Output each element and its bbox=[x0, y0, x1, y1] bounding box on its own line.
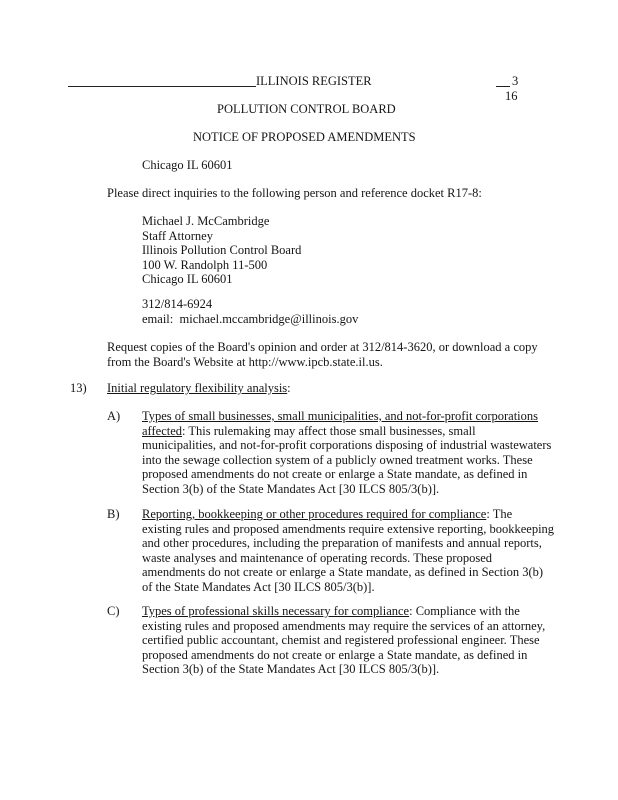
item-b-line: waste analyses and maintenance of operating records. These proposed bbox=[142, 550, 492, 565]
contact-organization: Illinois Pollution Control Board bbox=[142, 243, 302, 258]
contact-phone: 312/814-6924 bbox=[142, 296, 213, 311]
copies-line-1: Request copies of the Board's opinion and order at 312/814-3620, or download a copy bbox=[107, 340, 538, 354]
board-name: POLLUTION CONTROL BOARD bbox=[217, 102, 396, 116]
item-a-line2-rest: : This rulemaking may affect those small businesses, small bbox=[182, 423, 476, 438]
item-b-text bbox=[142, 507, 554, 595]
item-c-text bbox=[142, 604, 545, 677]
address-tail: Chicago IL 60601 bbox=[142, 158, 233, 172]
header-rule-left bbox=[68, 86, 256, 87]
header-rule-right bbox=[496, 86, 510, 87]
item-b-heading: Reporting, bookkeeping or other procedures required for compliance bbox=[142, 507, 487, 521]
contact-street: 100 W. Randolph 11-500 bbox=[142, 257, 268, 272]
item-c-heading-rest: : Compliance with the bbox=[409, 604, 520, 618]
item-b-line: amendments do not create or enlarge a State mandate, as defined in Section 3(b) bbox=[142, 565, 544, 580]
section-heading-colon: : bbox=[287, 381, 291, 395]
item-b-line: of the State Mandates Act [30 ILCS 805/3(b)]. bbox=[142, 579, 375, 594]
item-a-letter: A) bbox=[107, 409, 121, 423]
item-a-line: Section 3(b) of the State Mandates Act [30 ILCS 805/3(b)]. bbox=[142, 481, 440, 496]
item-a-heading-line2: affected bbox=[142, 423, 183, 438]
item-c-heading: Types of professional skills necessary for compliance bbox=[142, 604, 410, 618]
item-c-line: existing rules and proposed amendments may require the services of an attorney, bbox=[142, 618, 546, 633]
contact-block bbox=[142, 214, 358, 326]
contact-title: Staff Attorney bbox=[142, 228, 213, 243]
item-c-line: certified public accountant, chemist and registered professional engineer. These bbox=[142, 633, 540, 648]
volume-number: 16 bbox=[505, 89, 518, 103]
page-number: 3 bbox=[512, 74, 519, 88]
item-b-letter: B) bbox=[107, 507, 120, 521]
notice-title: NOTICE OF PROPOSED AMENDMENTS bbox=[193, 130, 416, 144]
copies-line-2[interactable]: from the Board's Website at http://www.ipcb.state.il.us. bbox=[107, 354, 383, 369]
item-b-line: and other procedures, including the preparation of manifests and annual reports, bbox=[142, 536, 542, 551]
section-number: 13) bbox=[70, 381, 87, 395]
item-c-line: Section 3(b) of the State Mandates Act [30 ILCS 805/3(b)]. bbox=[142, 662, 440, 677]
contact-email-line bbox=[142, 312, 358, 327]
section-heading bbox=[107, 381, 291, 396]
email-address[interactable]: michael.mccambridge@illinois.gov bbox=[179, 311, 359, 326]
register-title: ILLINOIS REGISTER bbox=[256, 74, 372, 88]
email-label: email: bbox=[142, 311, 174, 326]
inquiries-intro: Please direct inquiries to the following person and reference docket R17-8: bbox=[107, 186, 482, 200]
item-c-line: proposed amendments do not create or enlarge a State mandate, as defined in bbox=[142, 647, 528, 662]
item-c-letter: C) bbox=[107, 604, 120, 618]
contact-city: Chicago IL 60601 bbox=[142, 272, 233, 287]
item-b-line: existing rules and proposed amendments require extensive reporting, bookkeeping bbox=[142, 521, 555, 536]
section-heading-text: Initial regulatory flexibility analysis bbox=[107, 381, 288, 395]
item-a-text bbox=[142, 409, 551, 497]
item-a-line: municipalities, and not-for-profit corporations disposing of industrial wastewaters bbox=[142, 438, 552, 453]
item-a-line: proposed amendments do not create or enlarge a State mandate, as defined in bbox=[142, 467, 528, 482]
item-b-heading-rest: : The bbox=[486, 507, 513, 521]
item-a-line: into the sewage collection system of a publicly owned treatment works. These bbox=[142, 452, 533, 467]
item-a-heading-line1: Types of small businesses, small municipalities, and not-for-profit corporations bbox=[142, 409, 539, 423]
contact-name: Michael J. McCambridge bbox=[142, 214, 270, 228]
copies-paragraph bbox=[107, 340, 538, 369]
